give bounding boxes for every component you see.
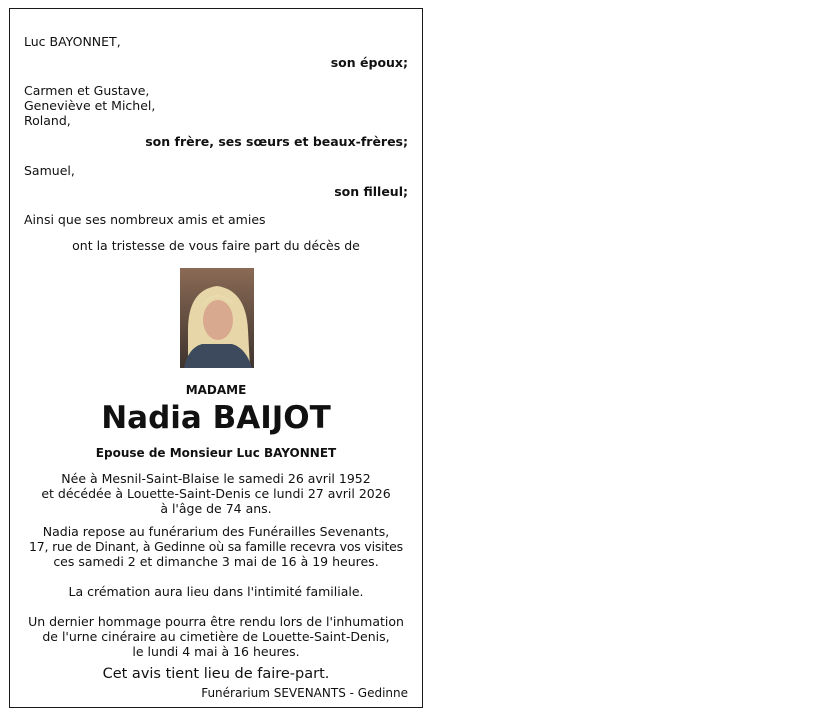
tribute-line-1: Un dernier hommage pourra être rendu lors de l'inhumation <box>28 614 404 629</box>
spouse-relation: son époux; <box>330 55 408 70</box>
death-line: et décédée à Louette-Saint-Denis ce lundi 27 avril 2026 <box>41 486 391 501</box>
deceased-title: MADAME <box>185 383 247 397</box>
portrait-image <box>180 268 254 368</box>
viewing-line-1: Nadia repose au funérarium des Funérailles Sevenants, <box>42 524 390 539</box>
friends-line: Ainsi que ses nombreux amis et amies <box>24 212 266 227</box>
age-line: à l'âge de 74 ans. <box>160 501 272 516</box>
spouse-line: Epouse de Monsieur Luc BAYONNET <box>95 446 337 460</box>
tribute-line-3: le lundi 4 mai à 16 heures. <box>132 644 300 659</box>
viewing-line-2: 17, rue de Dinant, à Gedinne où sa famille recevra vos visites <box>29 539 403 554</box>
godson-relation: son filleul; <box>334 184 408 199</box>
cremation-line: La crémation aura lieu dans l'intimité familiale. <box>68 584 364 599</box>
death-notice <box>9 8 423 708</box>
siblings-relation: son frère, ses sœurs et beaux-frères; <box>145 134 408 149</box>
viewing-line-3: ces samedi 2 et dimanche 3 mai de 16 à 19 heures. <box>53 554 379 569</box>
faire-part-notice: Cet avis tient lieu de faire-part. <box>102 666 330 682</box>
spouse-name: Luc BAYONNET, <box>24 34 121 49</box>
godson-name: Samuel, <box>24 163 75 178</box>
deceased-name: Nadia BAIJOT <box>101 400 331 436</box>
announcement-line: ont la tristesse de vous faire part du décès de <box>72 238 360 253</box>
sibling-1: Carmen et Gustave, <box>24 83 150 98</box>
tribute-line-2: de l'urne cinéraire au cimetière de Louette-Saint-Denis, <box>42 629 390 644</box>
birth-line: Née à Mesnil-Saint-Blaise le samedi 26 avril 1952 <box>61 471 371 486</box>
sibling-3: Roland, <box>24 113 71 128</box>
sibling-2: Geneviève et Michel, <box>24 98 156 113</box>
funeral-home-signature: Funérarium SEVENANTS - Gedinne <box>201 686 408 700</box>
deceased-portrait <box>180 268 254 368</box>
